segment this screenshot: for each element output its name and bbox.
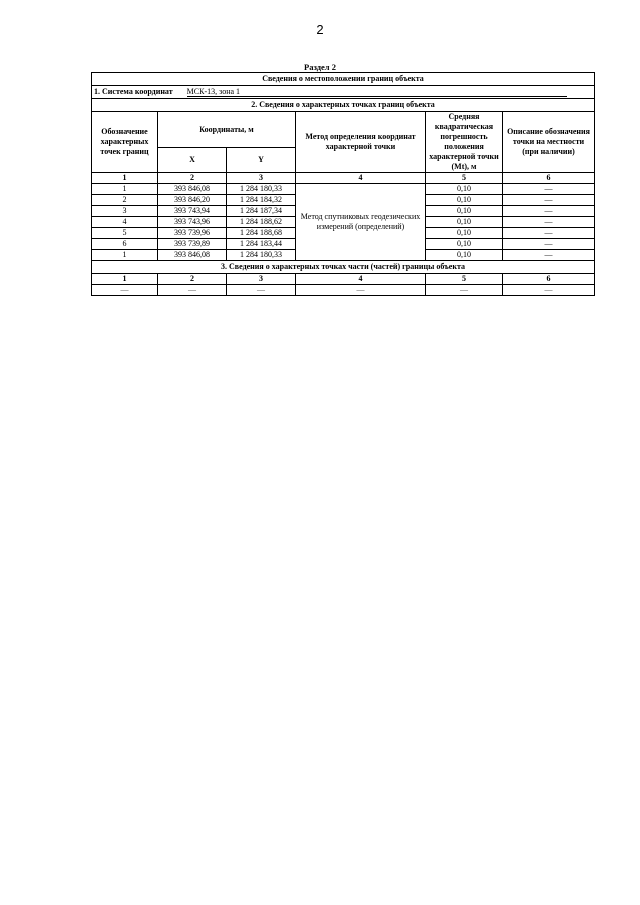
column-number: 5	[426, 274, 503, 285]
table-title: Сведения о местоположении границ объекта	[92, 73, 595, 86]
page-number: 2	[316, 22, 324, 37]
accuracy-value: 0,10	[426, 206, 503, 217]
table-row	[92, 184, 595, 195]
column-number: 1	[92, 173, 158, 184]
coordinate-system-label: 1. Система координат	[94, 87, 173, 96]
header-method: Метод определения координат характерной точки	[296, 112, 426, 173]
part3-cell: —	[158, 285, 227, 296]
coord-x: 393 739,96	[158, 228, 227, 239]
accuracy-value: 0,10	[426, 195, 503, 206]
point-id: 4	[92, 217, 158, 228]
column-number: 3	[227, 274, 296, 285]
description-value: —	[503, 195, 595, 206]
description-value: —	[503, 184, 595, 195]
part2-title: 2. Сведения о характерных точках границ объекта	[92, 99, 595, 112]
part3-cell: —	[296, 285, 426, 296]
column-number: 4	[296, 173, 426, 184]
column-number: 6	[503, 274, 595, 285]
accuracy-value: 0,10	[426, 184, 503, 195]
part3-cell: —	[426, 285, 503, 296]
accuracy-value: 0,10	[426, 228, 503, 239]
column-number: 2	[158, 274, 227, 285]
point-id: 3	[92, 206, 158, 217]
coord-x: 393 739,89	[158, 239, 227, 250]
part3-cell: —	[503, 285, 595, 296]
part3-cell: —	[92, 285, 158, 296]
point-id: 1	[92, 184, 158, 195]
description-value: —	[503, 228, 595, 239]
description-value: —	[503, 217, 595, 228]
coordinate-system-row	[92, 86, 595, 99]
column-number: 2	[158, 173, 227, 184]
coordinate-system-value: МСК-13, зона 1	[187, 87, 567, 97]
point-id: 5	[92, 228, 158, 239]
header-point: Обозначение характерных точек границ	[92, 112, 158, 173]
coord-y: 1 284 180,33	[227, 250, 296, 261]
header-description: Описание обозначения точки на местности (при наличии)	[503, 112, 595, 173]
accuracy-value: 0,10	[426, 239, 503, 250]
method-cell: Метод спутниковых геодезических измерений (определений)	[296, 184, 426, 261]
coord-y: 1 284 188,68	[227, 228, 296, 239]
table-row	[92, 285, 595, 296]
header-x: X	[158, 148, 227, 173]
header-coordinates: Координаты, м	[158, 112, 296, 148]
column-number: 4	[296, 274, 426, 285]
description-value: —	[503, 206, 595, 217]
header-y: Y	[227, 148, 296, 173]
coord-y: 1 284 183,44	[227, 239, 296, 250]
point-id: 1	[92, 250, 158, 261]
accuracy-value: 0,10	[426, 250, 503, 261]
coord-x: 393 846,20	[158, 195, 227, 206]
coord-x: 393 846,08	[158, 184, 227, 195]
coord-y: 1 284 187,34	[227, 206, 296, 217]
coord-y: 1 284 188,62	[227, 217, 296, 228]
boundary-table	[91, 72, 595, 296]
description-value: —	[503, 239, 595, 250]
point-id: 6	[92, 239, 158, 250]
coord-x: 393 846,08	[158, 250, 227, 261]
coord-y: 1 284 184,32	[227, 195, 296, 206]
coord-y: 1 284 180,33	[227, 184, 296, 195]
description-value: —	[503, 250, 595, 261]
column-number: 5	[426, 173, 503, 184]
coord-x: 393 743,94	[158, 206, 227, 217]
column-number: 1	[92, 274, 158, 285]
accuracy-value: 0,10	[426, 217, 503, 228]
column-number: 6	[503, 173, 595, 184]
part3-title: 3. Сведения о характерных точках части (частей) границы объекта	[92, 261, 595, 274]
part3-cell: —	[227, 285, 296, 296]
coord-x: 393 743,96	[158, 217, 227, 228]
point-id: 2	[92, 195, 158, 206]
section-title: Раздел 2	[304, 62, 336, 72]
header-accuracy: Средняя квадратическая погрешность положения характерной точки (Mt), м	[426, 112, 503, 173]
column-number: 3	[227, 173, 296, 184]
